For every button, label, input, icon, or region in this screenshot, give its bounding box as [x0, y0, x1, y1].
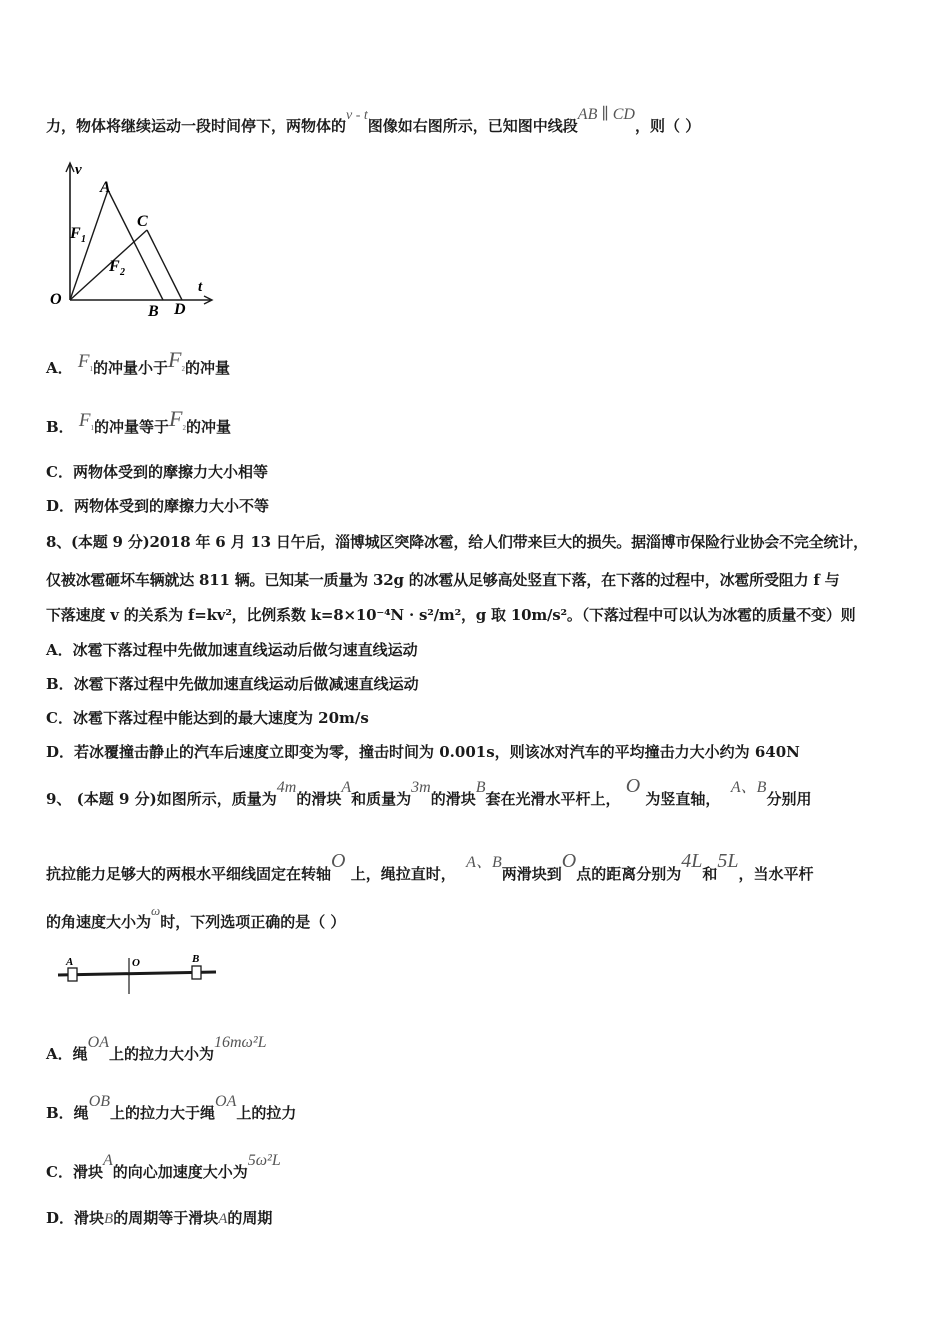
math-B: B: [104, 1211, 114, 1227]
q9-stem-line-1: [46, 775, 812, 810]
q8-option-c: C．冰雹下落过程中能达到的最大速度为 20m/s: [46, 709, 369, 727]
option-text: 上的拉力: [236, 1104, 297, 1122]
text: 的滑块: [296, 790, 342, 808]
text: 的角速度大小为: [46, 913, 152, 931]
vt-symbol: v - t: [346, 108, 368, 123]
intro-text-2: 图像如右图所示，已知图中线段: [367, 117, 578, 135]
label-t: t: [198, 279, 203, 295]
math-F2: F: [168, 347, 182, 372]
q9-option-a: [46, 1034, 267, 1065]
slider-A: [68, 968, 77, 981]
q8-option-b: B．冰雹下落过程中先做加速直线运动后做减速直线运动: [46, 675, 419, 693]
math-sub-1: 1: [89, 365, 93, 373]
math-O: O: [561, 850, 577, 872]
math-OA: OA: [87, 1034, 109, 1051]
ab-parallel-cd: AB ∥ CD: [577, 106, 635, 123]
q8-stem-line-2: 仅被冰雹砸坏车辆就达 811 辆。已知某一质量为 32g 的冰雹从足够高处竖直下落，在下落的过程中，冰雹所受阻力 f 与: [46, 571, 840, 589]
fig-label-O: O: [132, 957, 140, 969]
text: 9、 (本题 9 分)如图所示，质量为: [46, 790, 277, 808]
option-label: B．: [46, 418, 74, 436]
math-3m: 3m: [411, 779, 431, 796]
q8-stem-line-1: 8、(本题 9 分)2018 年 6 月 13 日午后，淄博城区突降冰雹，给人们带来巨大的损失。据淄博市保险行业协会不完全统计，: [46, 533, 868, 551]
q7-option-d: D．两物体受到的摩擦力大小不等: [46, 497, 270, 515]
math-5L: 5L: [717, 850, 739, 872]
intro-text-1: 力，物体将继续运动一段时间停下，两物体的: [46, 117, 347, 135]
text: 时，下列选项正确的是（ ）: [160, 913, 346, 931]
label-O: O: [50, 291, 62, 308]
math-F2: F: [169, 406, 183, 431]
option-text: 上的拉力大于绳: [110, 1104, 216, 1122]
math-16mw2L: 16mω²L: [213, 1034, 267, 1051]
label-F2: F: [109, 258, 120, 275]
option-text: 的冲量小于: [92, 359, 168, 377]
label-A: A: [100, 179, 111, 196]
math-omega: ω: [151, 903, 161, 918]
q9-stem-line-3: [46, 903, 346, 933]
option-text: 的冲量: [186, 418, 232, 436]
q8-stem-line-3: 下落速度 v 的关系为 f=kv²，比例系数 k=8×10⁻⁴N · s²/m²，g 取 10m/s²。（下落过程中可以认为冰雹的质量不变）则: [46, 606, 856, 624]
text: ，当水平杆: [738, 865, 814, 883]
text: 上，绳拉直时，: [350, 865, 456, 883]
math-sub-2: 2: [181, 365, 185, 373]
math-F1: F: [77, 351, 90, 372]
option-text: 的向心加速度大小为: [112, 1163, 248, 1181]
math-OA: OA: [215, 1093, 237, 1110]
text: 两滑块到: [501, 865, 562, 883]
option-text: 的周期: [227, 1209, 273, 1227]
text: 的滑块: [430, 790, 476, 808]
fig-label-B: B: [192, 953, 200, 965]
slider-B: [192, 966, 201, 979]
math-4m: 4m: [276, 779, 297, 796]
option-label: A．: [46, 359, 73, 377]
fig-label-A: A: [66, 956, 74, 968]
rod-figure: [56, 950, 221, 1000]
option-text: C．滑块: [46, 1163, 103, 1181]
q9-option-c: [46, 1152, 281, 1183]
option-text: 的冲量等于: [94, 418, 170, 436]
q8-option-a: A．冰雹下落过程中先做加速直线运动后做匀速直线运动: [46, 641, 418, 659]
math-sub-2: 2: [182, 424, 186, 432]
q9-stem-line-2: [46, 850, 814, 885]
intro-line: [46, 106, 701, 138]
option-text: 的周期等于滑块: [113, 1209, 219, 1227]
text: 和: [702, 865, 718, 883]
math-sub-1: 1: [90, 424, 95, 432]
q7-option-b: [46, 406, 232, 440]
math-F1: F: [78, 410, 91, 431]
vt-graph-figure: [46, 160, 216, 320]
math-A: A: [218, 1211, 228, 1227]
math-B: B: [475, 779, 486, 796]
intro-text-3: ，则（ ）: [634, 117, 701, 135]
label-v: v: [75, 162, 82, 178]
option-text: B．绳: [46, 1104, 89, 1122]
q9-option-b: [46, 1093, 297, 1124]
label-D: D: [174, 301, 186, 318]
option-text: A．绳: [46, 1045, 88, 1063]
label-F1: F: [70, 225, 81, 242]
q7-option-a: [46, 347, 230, 381]
option-text: 的冲量: [184, 359, 230, 377]
text: 和质量为: [351, 790, 412, 808]
label-F2-sub: 2: [120, 267, 125, 278]
q9-option-d: [46, 1208, 272, 1229]
math-AB: A、B: [730, 779, 767, 796]
text: 为竖直轴，: [645, 790, 721, 808]
math-OB: OB: [88, 1093, 111, 1110]
text: 点的距离分别为: [576, 865, 682, 883]
math-O: O: [331, 850, 346, 872]
text: 分别用: [766, 790, 812, 808]
option-text: 上的拉力大小为: [108, 1045, 214, 1063]
math-O: O: [625, 775, 641, 797]
option-text: D．滑块: [46, 1209, 105, 1227]
math-AB: A、B: [466, 854, 502, 871]
text: 抗拉能力足够大的两根水平细线固定在转轴: [46, 865, 332, 883]
q7-option-c: C．两物体受到的摩擦力大小相等: [46, 463, 268, 481]
label-B: B: [148, 303, 159, 320]
line-CD: [147, 230, 182, 300]
label-F1-sub: 1: [81, 234, 86, 245]
text: 套在光滑水平杆上，: [485, 790, 621, 808]
label-C: C: [137, 213, 148, 230]
math-A: A: [341, 779, 352, 796]
q8-option-d: D．若冰覆撞击静止的汽车后速度立即变为零，撞击时间为 0.001s，则该冰对汽车的平均撞击力大小约为 640N: [46, 743, 800, 761]
math-5w2L: 5ω²L: [247, 1152, 281, 1169]
math-4L: 4L: [681, 850, 703, 872]
math-A: A: [102, 1152, 113, 1169]
